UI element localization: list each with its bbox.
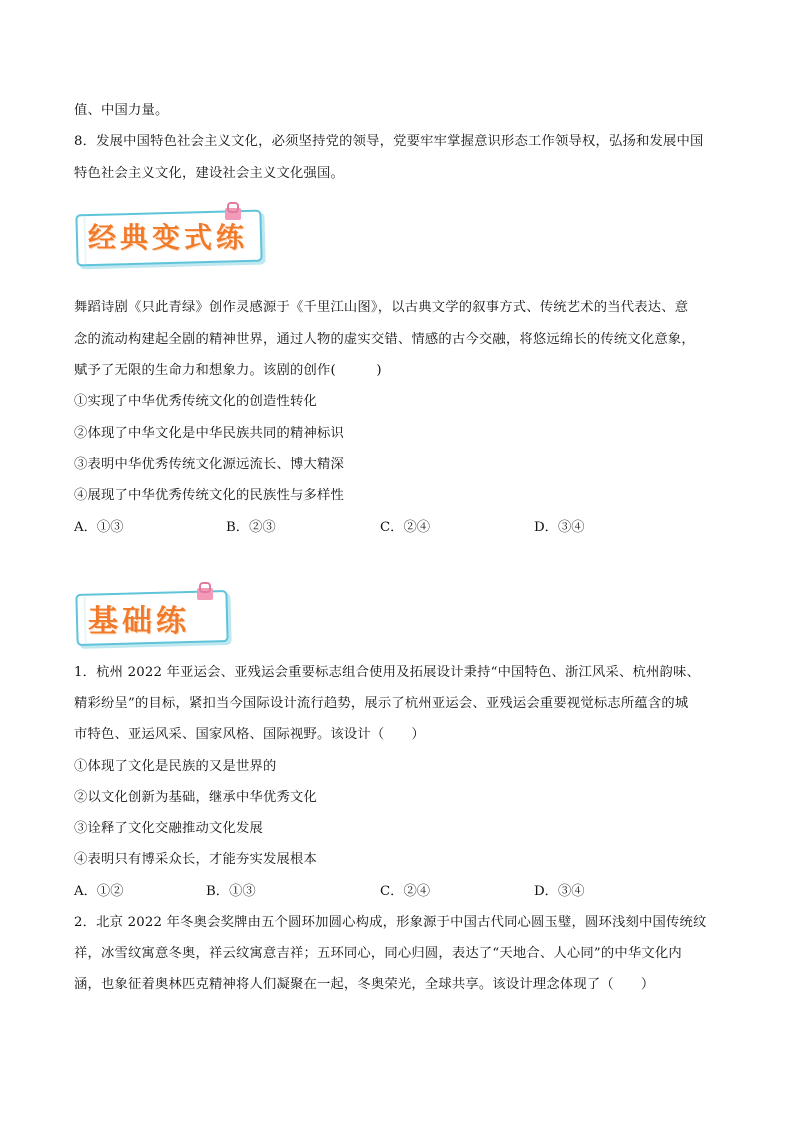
statement: ②以文化创新为基础，继承中华优秀文化 [74, 790, 317, 805]
question-line: 舞蹈诗剧《只此青绿》创作灵感源于《千里江山图》，以古典文学的叙事方式、传统艺术的当代表达、意 [74, 300, 689, 315]
question-line: 涵，也象征着奥林匹克精神将人们凝聚在一起，冬奥荣光，全球共享。该设计理念体现了（ ） [74, 977, 655, 992]
question-line: 1．杭州 2022 年亚运会、亚残运会重要标志组合使用及拓展设计秉持“中国特色、浙江风采、杭州韵味、 [74, 665, 701, 680]
question-line: 2．北京 2022 年冬奥会奖牌由五个圆环加圆心构成，形象源于中国古代同心圆玉璧，圆环浅刻中国传统纹 [74, 915, 707, 930]
question-line: 精彩纷呈”的目标，紧扣当今国际设计流行趋势，展示了杭州亚运会、亚残运会重要视觉标志所蕴含的城 [74, 696, 689, 711]
question-line: 念的流动构建起全剧的精神世界，通过人物的虚实交错、情感的古今交融，将悠远绵长的传统文化意象， [74, 332, 695, 347]
section-banner-classic-variant [74, 202, 264, 264]
option-c[interactable]: C．②④ [380, 884, 431, 899]
option-a[interactable]: A．①③ [74, 520, 124, 535]
text-line: 特色社会主义文化，建设社会主义文化强国。 [74, 166, 344, 181]
text-line: 8．发展中国特色社会主义文化，必须坚持党的领导，党要牢牢掌握意识形态工作领导权，弘扬和发展中国 [74, 134, 704, 149]
question-line: 赋予了无限的生命力和想象力。该剧的创作( ) [74, 363, 382, 378]
section-banner-basic [74, 582, 234, 644]
answer-options [74, 882, 714, 902]
option-b[interactable]: B．①③ [206, 884, 256, 899]
question-line: 市特色、亚运风采、国家风格、国际视野。该设计（ ） [74, 727, 425, 742]
answer-options [74, 518, 714, 538]
option-d[interactable]: D．③④ [534, 884, 585, 899]
option-d[interactable]: D．③④ [534, 520, 585, 535]
statement: ①实现了中华优秀传统文化的创造性转化 [74, 394, 317, 409]
statement: ④展现了中华优秀传统文化的民族性与多样性 [74, 488, 344, 503]
statement: ②体现了中华文化是中华民族共同的精神标识 [74, 426, 344, 441]
option-b[interactable]: B．②③ [226, 520, 276, 535]
paperclip-icon [194, 582, 216, 602]
statement: ③表明中华优秀传统文化源远流长、博大精深 [74, 457, 344, 472]
option-a[interactable]: A．①② [74, 884, 124, 899]
option-c[interactable]: C．②④ [380, 520, 431, 535]
statement: ①体现了文化是民族的又是世界的 [74, 759, 277, 774]
statement: ③诠释了文化交融推动文化发展 [74, 821, 263, 836]
section-title: 经典变式练 [88, 221, 249, 254]
statement: ④表明只有博采众长，才能夯实发展根本 [74, 852, 317, 867]
question-line: 祥，冰雪纹寓意冬奥，祥云纹寓意吉祥；五环同心，同心归圆，表达了“天地合、人心同”的中华文化内 [74, 946, 682, 961]
text-line: 值、中国力量。 [74, 103, 169, 118]
section-title: 基础练 [88, 604, 190, 639]
